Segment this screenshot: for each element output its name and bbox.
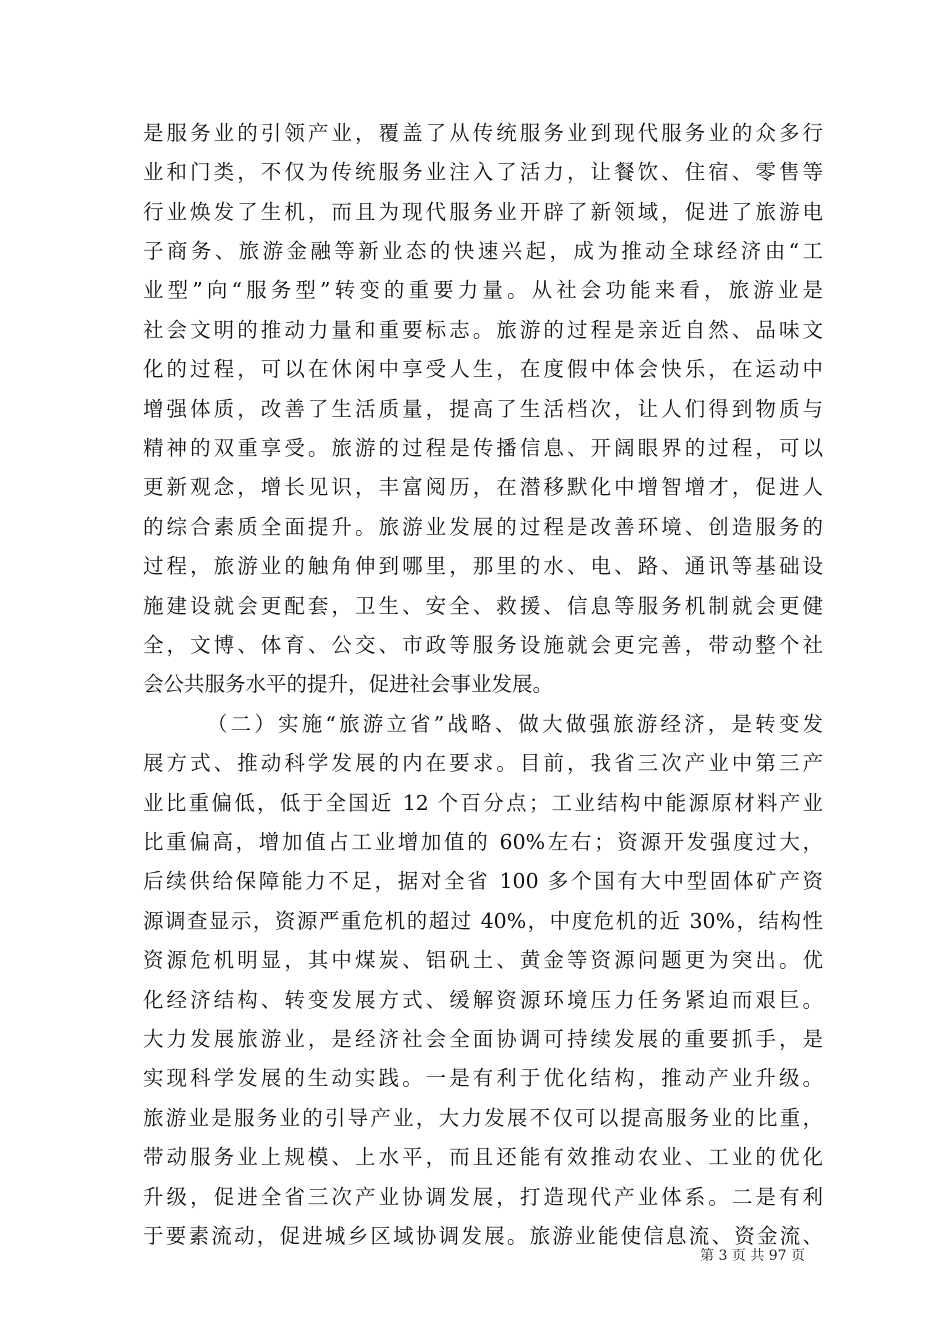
text-line: 后续供给保障能力不足，据对全省 100 多个国有大中型固体矿产资 <box>143 869 823 893</box>
text-line: 于要素流动，促进城乡区域协调发展。旅游业能使信息流、资金流、 <box>143 1224 823 1248</box>
text-line: 业型”向“服务型”转变的重要力量。从社会功能来看，旅游业是 <box>143 278 823 302</box>
text-line: 增强体质，改善了生活质量，提高了生活档次，让人们得到物质与 <box>143 397 823 421</box>
text-line: 业比重偏低，低于全国近 12 个百分点；工业结构中能源原材料产业 <box>143 791 823 815</box>
text-line: 业和门类，不仅为传统服务业注入了活力，让餐饮、住宿、零售等 <box>143 160 823 184</box>
text-line: 行业焕发了生机，而且为现代服务业开辟了新领域，促进了旅游电 <box>143 200 823 224</box>
text-line: 实现科学发展的生动实践。一是有利于优化结构，推动产业升级。 <box>143 1066 823 1090</box>
text-line: 化经济结构、转变发展方式、缓解资源环境压力任务紧迫而艰巨。 <box>143 988 823 1012</box>
text-line: 施建设就会更配套，卫生、安全、救援、信息等服务机制就会更健 <box>143 594 823 618</box>
text-line: 是服务业的引领产业，覆盖了从传统服务业到现代服务业的众多行 <box>143 121 823 145</box>
page-number: 第 3 页 共 97 页 <box>700 1248 805 1264</box>
text-line: 旅游业是服务业的引导产业，大力发展不仅可以提高服务业的比重， <box>143 1106 823 1130</box>
text-line: 子商务、旅游金融等新业态的快速兴起，成为推动全球经济由“工 <box>143 239 823 263</box>
text-line: 比重偏高，增加值占工业增加值的 60%左右；资源开发强度过大， <box>143 830 823 854</box>
text-line: 带动服务业上规模、上水平，而且还能有效推动农业、工业的优化 <box>143 1145 823 1169</box>
text-line: 的综合素质全面提升。旅游业发展的过程是改善环境、创造服务的 <box>143 515 823 539</box>
paragraph-heading-line: （二）实施“旅游立省”战略、做大做强旅游经济，是转变发 <box>207 712 823 736</box>
text-line: 过程，旅游业的触角伸到哪里，那里的水、电、路、通讯等基础设 <box>143 554 823 578</box>
text-line: 全，文博、体育、公交、市政等服务设施就会更完善，带动整个社 <box>143 633 823 657</box>
text-line: 社会文明的推动力量和重要标志。旅游的过程是亲近自然、品味文 <box>143 318 823 342</box>
text-line: 更新观念，增长见识，丰富阅历，在潜移默化中增智增才，促进人 <box>143 475 823 499</box>
text-line: 资源危机明显，其中煤炭、铝矾土、黄金等资源问题更为突出。优 <box>143 948 823 972</box>
text-line: 升级，促进全省三次产业协调发展，打造现代产业体系。二是有利 <box>143 1185 823 1209</box>
text-line: 展方式、推动科学发展的内在要求。目前，我省三次产业中第三产 <box>143 751 823 775</box>
text-line: 精神的双重享受。旅游的过程是传播信息、开阔眼界的过程，可以 <box>143 436 823 460</box>
text-line: 大力发展旅游业，是经济社会全面协调可持续发展的重要抓手，是 <box>143 1027 823 1051</box>
text-line: 源调查显示，资源严重危机的超过 40%，中度危机的近 30%，结构性 <box>143 909 823 933</box>
text-line: 化的过程，可以在休闲中享受人生，在度假中体会快乐，在运动中 <box>143 357 823 381</box>
text-line: 会公共服务水平的提升，促进社会事业发展。 <box>143 672 553 696</box>
